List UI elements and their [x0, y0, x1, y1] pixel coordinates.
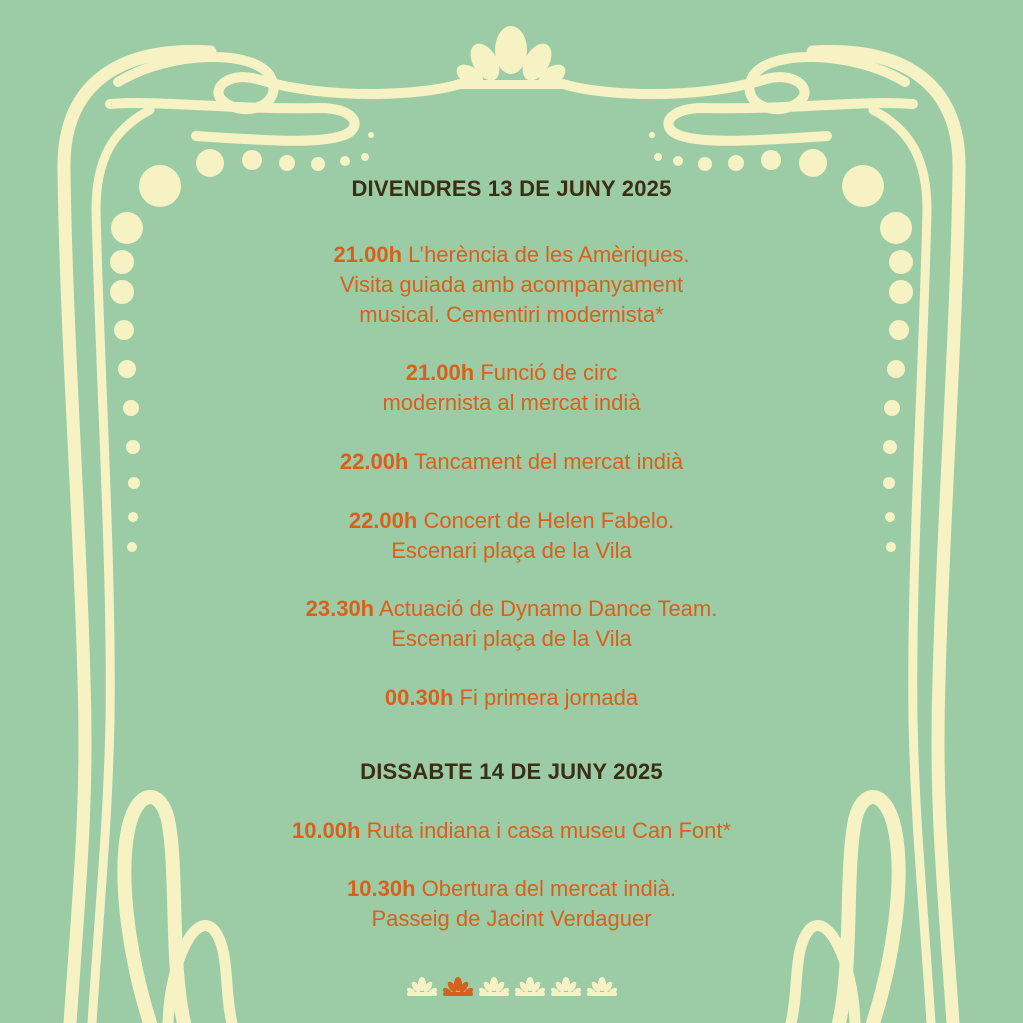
event-time: 10.00h: [291, 818, 361, 843]
event-text: Ruta indiana i casa museu Can Font*: [366, 818, 732, 843]
page-dot-shell-icon[interactable]: [405, 974, 439, 998]
event-item: [0, 358, 1023, 418]
event-time: 10.30h: [347, 876, 416, 901]
event-text: Funció de circ: [480, 360, 618, 385]
event-item: [0, 594, 1023, 654]
event-text-line2: Visita guiada amb acompanyament: [339, 272, 684, 297]
event-item: [0, 683, 1023, 713]
event-item: [0, 874, 1023, 934]
event-text: Concert de Helen Fabelo.: [423, 508, 675, 533]
event-time: 22.00h: [348, 508, 418, 533]
day1-heading: DIVENDRES 13 DE JUNY 2025: [351, 176, 672, 201]
event-time: 00.30h: [384, 685, 454, 710]
event-time: 21.00h: [405, 360, 475, 385]
page-dot-shell-icon[interactable]: [477, 974, 511, 998]
event-text: Tancament del mercat indià: [414, 449, 684, 474]
event-item: [0, 447, 1023, 477]
event-item: [0, 240, 1023, 330]
page-dot-active-shell-icon[interactable]: [441, 974, 475, 998]
event-text-line2: modernista al mercat indià: [382, 390, 641, 415]
page-indicator[interactable]: [0, 974, 1023, 1000]
event-text-line2: Escenari plaça de la Vila: [391, 538, 632, 563]
page-dot-shell-icon[interactable]: [513, 974, 547, 998]
event-text: Obertura del mercat indià.: [421, 876, 676, 901]
event-text-line2: Passeig de Jacint Verdaguer: [371, 906, 652, 931]
event-text-line2: Escenari plaça de la Vila: [391, 626, 632, 651]
page-dot-shell-icon[interactable]: [585, 974, 619, 998]
event-time: 22.00h: [339, 449, 409, 474]
event-text: L’herència de les Amèriques.: [408, 242, 690, 267]
page-dot-shell-icon[interactable]: [549, 974, 583, 998]
event-time: 23.30h: [305, 596, 375, 621]
event-item: [0, 816, 1023, 846]
event-item: [0, 506, 1023, 566]
event-time: 21.00h: [333, 242, 403, 267]
event-text: Actuació de Dynamo Dance Team.: [379, 596, 718, 621]
day2-heading: DISSABTE 14 DE JUNY 2025: [360, 759, 663, 784]
event-text: Fi primera jornada: [459, 685, 639, 710]
event-text-line3: musical. Cementiri modernista*: [359, 302, 664, 327]
